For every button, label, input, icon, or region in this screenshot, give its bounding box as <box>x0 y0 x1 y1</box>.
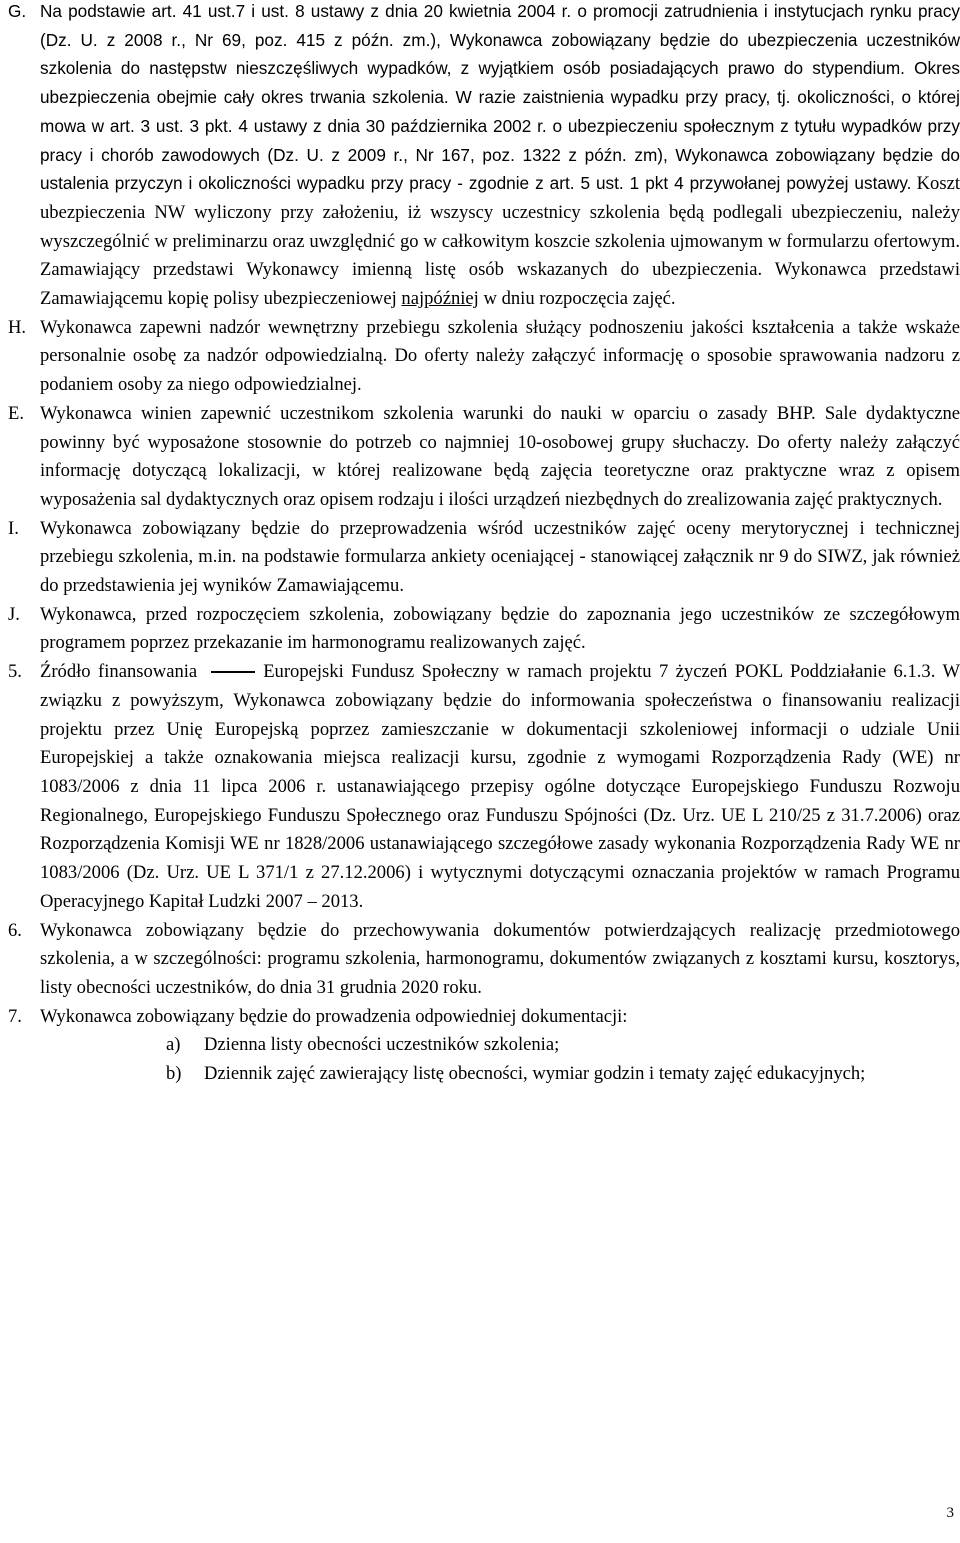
item-marker: J. <box>8 603 20 625</box>
list-item-7 <box>0 1003 960 1032</box>
item-text: Wykonawca winien zapewnić uczestnikom szkolenia warunki do nauki w oparciu o zasady BHP. Sale dydaktyczne powinny być wyposażone stosownie do potrzeb co najmniej 10-osobowej grupy słuchaczy. Do oferty należy załączyć informację dotyczącą lokalizacji, w której realizowane będą zajęcia teoretyczne oraz praktyczne wraz z opisem wyposażenia sal dydaktycznych oraz opisem rodzaju i ilości urządzeń niezbędnych do zrealizowania zajęć praktycznych. <box>40 402 960 510</box>
item-marker: E. <box>8 402 25 424</box>
item-text-part-c: w dniu rozpoczęcia zajęć. <box>478 288 676 310</box>
item-text: Wykonawca zobowiązany będzie do przechowywania dokumentów potwierdzających realizację przedmiotowego szkolenia, a w szczególności: programu szkolenia, harmonogramu, dokumentów związanych z kosztami kursu, kosztorys, listy obecności uczestników, do dnia 31 grudnia 2020 roku. <box>40 919 960 998</box>
item-marker: I. <box>8 517 19 539</box>
item-text: Wykonawca zapewni nadzór wewnętrzny przebiegu szkolenia służący podnoszeniu jakości kształcenia a także wskaże personalnie osobę za nadzór odpowiedzialną. Do oferty należy załączyć informację o sposobie sprawowania nadzoru z podaniem osoby za niego odpowiedzialnej. <box>40 316 960 396</box>
list-item-i <box>0 515 960 601</box>
item-text-part-b: Europejski Fundusz Społeczny w ramach projektu 7 życzeń POKL Poddziałanie 6.1.3. W związku z powyższym, Wykonawca zobowiązany będzie do informowania społeczeństwa o finansowaniu realizacji projektu przez Unię Europejską poprzez zamieszczanie w dokumentacji szkoleniowej informacji o udziale Unii Europejskiej a także oznakowania miejsca realizacji kursu, zgodnie z wymogami Rozporządzenia Rady (WE) nr 1083/2006 z dnia 11 lipca 2006 r. ustanawiającego przepisy ogólne dotyczące Europejskiego Funduszu Rozwoju Regionalnego, Europejskiego Funduszu Społecznego oraz Funduszu Spójności (Dz. Urz. UE L 210/25 z 31.7.2006) oraz Rozporządzenia Komisji WE nr 1828/2006 ustanawiającego szczegółowe zasady wykonania Rozporządzenia Rady WE nr 1083/2006 (Dz. Urz. UE L 371/1 z 27.12.2006) i wytycznymi dotyczącymi oznaczania projektów w ramach Programu Operacyjnego Kapitał Ludzki 2007 – 2013. <box>40 661 960 912</box>
sub-item-a <box>0 1031 960 1060</box>
item-text: Wykonawca, przed rozpoczęciem szkolenia, zobowiązany będzie do zapoznania jego uczestników ze szczegółowym programem poprzez przekazanie im harmonogramu realizowanych zajęć. <box>40 603 960 654</box>
item-marker: H. <box>8 316 27 338</box>
sub-item-text: Dzienna listy obecności uczestników szkolenia; <box>204 1034 560 1056</box>
underlined-word: najpóźniej <box>401 288 479 310</box>
sub-item-text: Dziennik zajęć zawierający listę obecności, wymiar godzin i tematy zajęć edukacyjnych; <box>204 1063 866 1085</box>
item-text <box>40 0 960 314</box>
list-item-e <box>0 400 960 515</box>
item-text <box>40 658 960 916</box>
item-text-part-a: Na podstawie art. 41 ust.7 i ust. 8 ustawy z dnia 20 kwietnia 2004 r. o promocji zatrudnienia i instytucjach rynku pracy (Dz. U. z 2008 r., Nr 69, poz. 415 z późn. zm.), Wykonawca zobowiązany będzie do ubezpieczenia uczestników szkolenia do następstw nieszczęśliwych wypadków, z wyjątkiem osób posiadających prawo do stypendium. Okres ubezpieczenia obejmie cały okres trwania szkolenia. W razie zaistnienia wypadku przy pracy, tj. okoliczności, o której mowa w art. 3 ust. 3 pkt. 4 ustawy z dnia 30 października 2002 r. o ubezpieczeniu społecznym z tytułu wypadków przy pracy i chorób zawodowych (Dz. U. z 2009 r., Nr 167, poz. 1322 z późn. zm), Wykonawca zobowiązany będzie do ustalenia przyczyn i okoliczności wypadku przy pracy - zgodnie z art. 5 ust. 1 pkt 4 przywołanej powyżej ustawy. <box>40 1 960 194</box>
item-marker: 6. <box>8 919 22 941</box>
list-item-h <box>0 314 960 400</box>
item-text: Wykonawca zobowiązany będzie do prowadzenia odpowiedniej dokumentacji: <box>40 1005 628 1027</box>
list-item-5 <box>0 658 960 916</box>
dash-divider <box>211 671 255 673</box>
item-text-part-b: Koszt ubezpieczenia NW wyliczony przy założeniu, iż wszyscy uczestnicy szkolenia będą podlegali ubezpieczeniu, należy wyszczególnić w preliminarzu oraz uwzględnić go w całkowitym koszcie szkolenia ujmowanym w formularzu ofertowym. Zamawiający przedstawi Wykonawcy imienną listę osób wskazanych do ubezpieczenia. Wykonawca przedstawi Zamawiającemu kopię polisy ubezpieczeniowej <box>40 173 960 310</box>
item-marker: G. <box>8 1 27 21</box>
sub-item-marker: b) <box>166 1063 182 1085</box>
list-item-g <box>0 0 960 314</box>
item-marker: 5. <box>8 661 22 683</box>
item-text-part-a: Źródło finansowania <box>40 661 198 683</box>
sub-item-b <box>0 1060 960 1089</box>
list-item-j <box>0 601 960 658</box>
sub-item-marker: a) <box>166 1034 181 1056</box>
item-marker: 7. <box>8 1005 22 1027</box>
item-text: Wykonawca zobowiązany będzie do przeprowadzenia wśród uczestników zajęć oceny merytorycznej i technicznej przebiegu szkolenia, m.in. na podstawie formularza ankiety oceniającej - stanowiącej załącznik nr 9 do SIWZ, jak również do przedstawienia jej wyników Zamawiającemu. <box>40 517 960 597</box>
list-item-6 <box>0 917 960 1003</box>
page-number: 3 <box>946 1505 954 1521</box>
